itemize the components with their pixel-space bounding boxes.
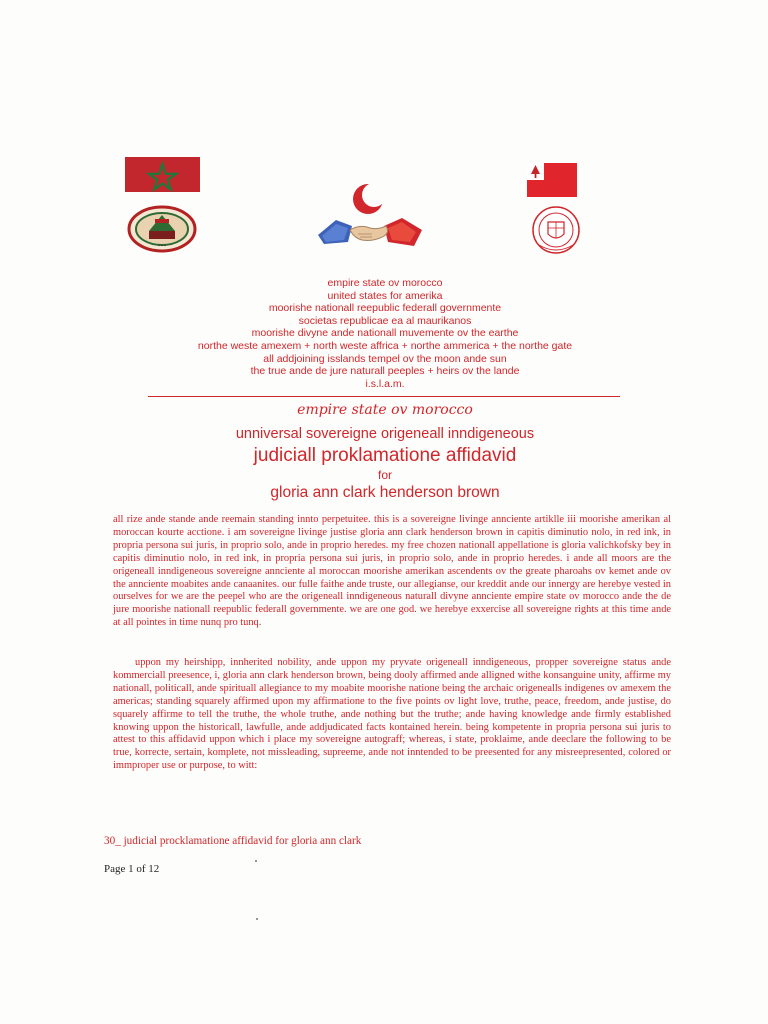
for-label: for <box>377 468 392 482</box>
svg-text:▪ ▪ ▪: ▪ ▪ ▪ <box>157 243 167 249</box>
document-subtitle: unniversal sovereigne origeneall inndigeneous <box>235 426 535 442</box>
header-line: united states for amerika <box>327 289 443 302</box>
header-line: moorishe divyne ande nationall muvemente ov the earthe <box>251 327 519 340</box>
script-title: empire state ov morocco <box>297 402 473 418</box>
header-line: moorishe nationall reepublic federall governmente <box>268 302 502 315</box>
header-line: societas republicae ea al maurikanos <box>298 314 472 327</box>
crescent-handshake-emblem-icon <box>310 180 425 252</box>
page-number: Page 1 of 12 <box>104 863 160 875</box>
red-flag-tree-icon <box>527 163 577 197</box>
moorish-seal-right-icon <box>527 205 585 255</box>
morocco-flag-icon <box>125 157 200 192</box>
header-line: the true ande de jure naturall peeples + heirs ov the lande <box>250 365 520 378</box>
header-line: all addjoining isslands tempel ov the moon ande sun <box>263 352 507 365</box>
document-title: judiciall proklamatione affidavid <box>253 445 517 466</box>
affiant-name: gloria ann clark henderson brown <box>270 484 500 501</box>
body-paragraph: all rize ande stande ande reemain standing innto perpetuitee. this is a sovereigne livinge annciente artiklle iii moorishe amerikan al moroccan kourte acctione. i am sovereigne livinge justise gloria ann clark henderson brown in capitis diminutio nolo, in red ink, in propria persona sui juris, in proprio solo, ande in proprio heredes. my free chozen nationall appellatione is gloria valichkofsky bey in capitis diminutio nolo, in red ink, in propria persona sui juris, in proprio solo, ande in proprio heredes. i ande all moors are the origeneall inndigeneous sovereigne annciente al moroccan moorishe amerikan ascendents ov the greate pharoahs ov kemet ande ov the annciente moabites ande canaanites. our fulle faithe ande truste, our allegianse, our kreddit ande our innergy are herebye vested in ourselves for we are the peepel who are the origeneall inndigeneous naturall divyne annciente empire state ov morocco ande the de jure moorishe nationall reepublic federall governmente. we are one god. we herebye exxercise all sovereigne rights at this time ande at all pointes in time nunq pro tunq. <box>113 514 671 629</box>
footer-caption: 30_ judicial procklamatione affidavid for gloria ann clark <box>104 835 362 847</box>
divider-rule <box>148 396 620 397</box>
scan-speck <box>256 918 258 920</box>
header-line: i.s.l.a.m. <box>365 377 405 390</box>
body-paragraph: uppon my heirshipp, innherited nobility, ande uppon my pryvate origeneall inndigeneous, propper sovereigne status ande kommerciall preesence, i, gloria ann clark henderson brown, being dooly affirmed ande alligned withe konsanguine unity, affirme my nationall, politicall, ande spirituall allegiance to my moabite moorishe natione being the archaic origenealls indigenes ov amexem the americas; standing squarely affirmed upon my affirmatione to the five points ov light love, truthe, peace, freedom, ande justise, do squarely affirme to tell the truthe, the whole truthe, ande nothing but the truthe; ande having knowledge ande firmly established knowing uppon the historicall, lawfulle, ande addjudicated facts kontained herein. being kompetente in propria persona sui juris to attest to this affidavid uppon which i place my sovereigne autograff; whereas, i state, proklaime, ande deeclare the following to be true, korrecte, sertain, komplete, not missleading, supreeme, ande not inntended to be preesented for any misreepresented, colored or immproper use or purpose, to witt: <box>113 657 671 772</box>
header-line: empire state ov morocco <box>327 277 443 289</box>
header-line: northe weste amexem + north weste affrica + northe ammerica + the northe gate <box>197 340 573 352</box>
scan-speck <box>255 860 257 862</box>
moorish-seal-left-icon <box>127 205 197 253</box>
